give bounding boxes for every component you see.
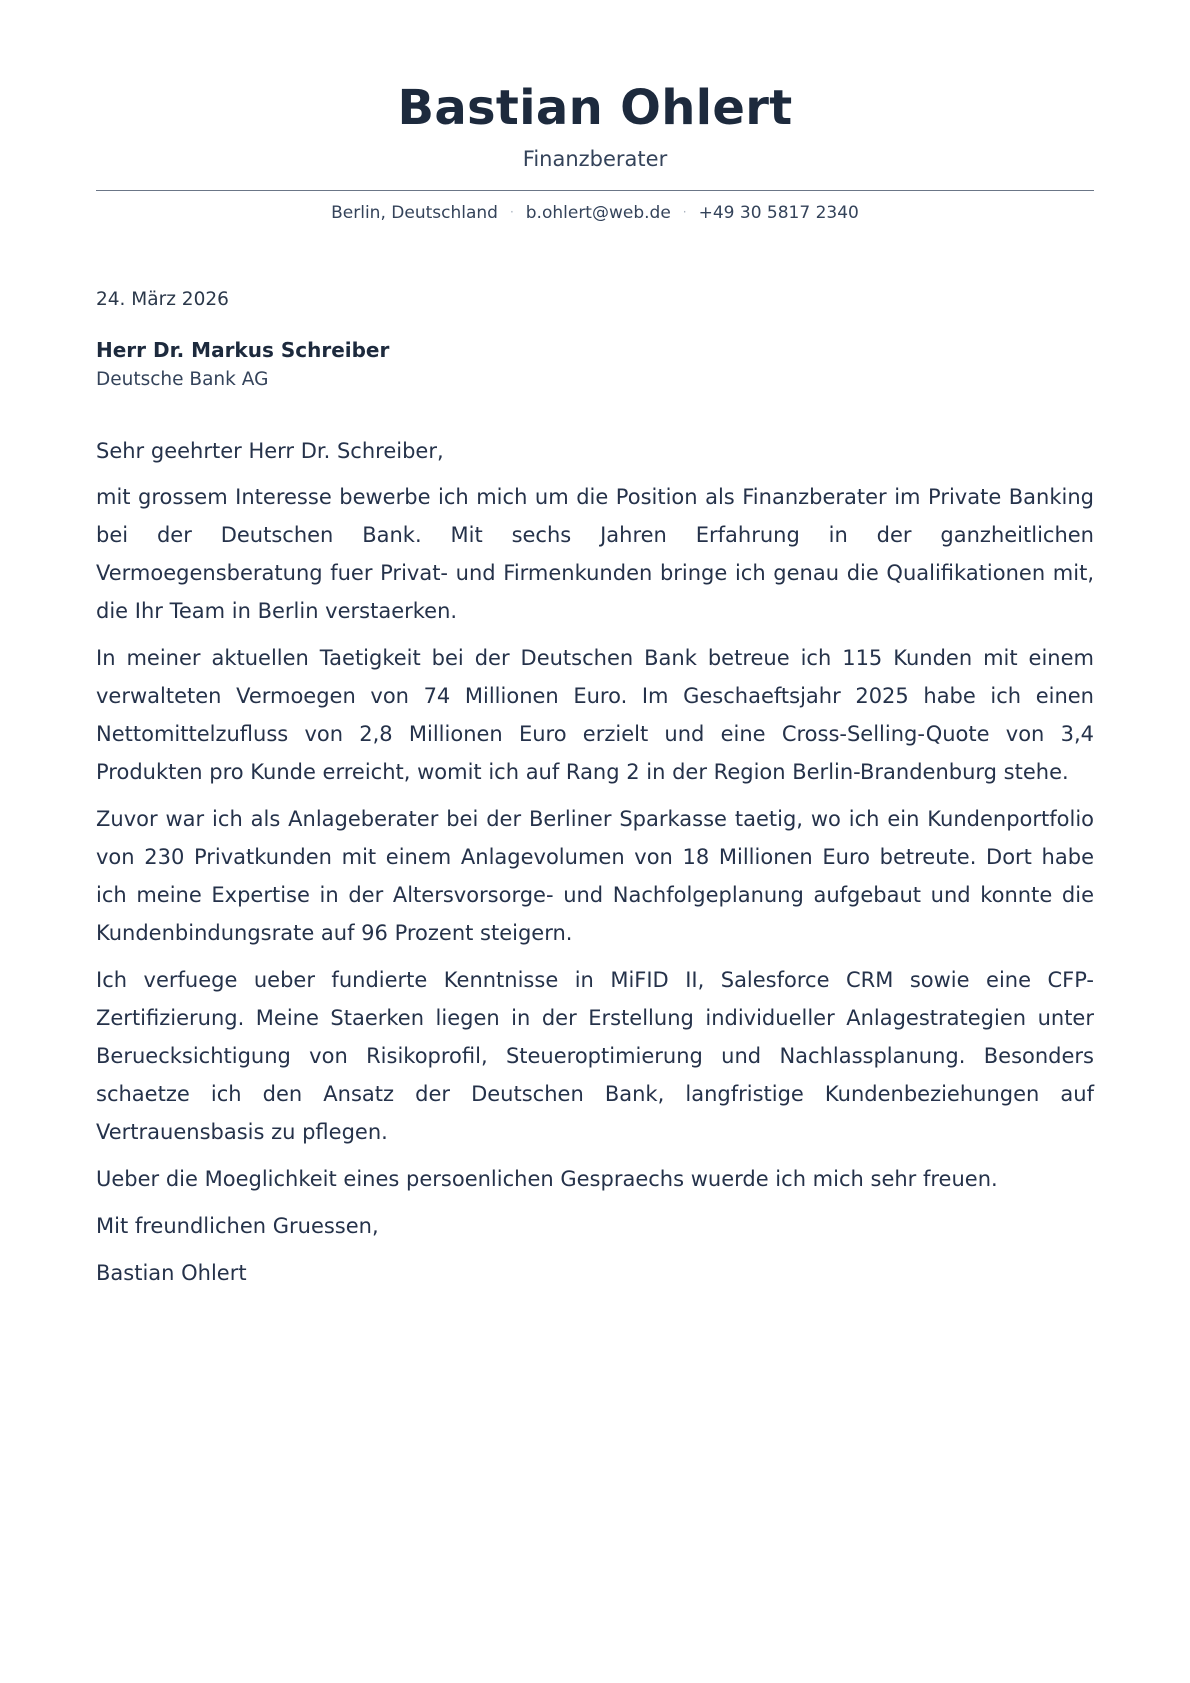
- sender-name: Bastian Ohlert: [397, 80, 793, 136]
- contact-phone[interactable]: +49 30 5817 2340: [698, 203, 859, 223]
- closing: Mit freundlichen Gruessen,: [96, 1214, 379, 1238]
- sender-title: Finanzberater: [522, 147, 668, 171]
- recipient-company: Deutsche Bank AG: [96, 369, 269, 390]
- recipient-block: [96, 335, 389, 395]
- body-paragraph: Zuvor war ich als Anlageberater bei der Berliner Sparkasse taetig, wo ich ein Kundenportfolio von 230 Privatkunden mit einem Anlagevolumen von 18 Millionen Euro betreute. Dort habe ich meine Expertise in der Altersvorsorge- und Nachfolgeplanung aufgebaut und konnte die Kundenbindungsrate auf 96 Prozent steigern.: [96, 807, 1094, 945]
- contact-line: [96, 200, 1094, 225]
- contact-location: Berlin, Deutschland: [331, 203, 498, 223]
- header-divider: [96, 190, 1094, 191]
- salutation: Sehr geehrter Herr Dr. Schreiber,: [96, 439, 444, 463]
- letter-body: [96, 432, 1094, 1301]
- contact-separator: ·: [509, 205, 514, 219]
- letter-header: [96, 78, 1094, 172]
- contact-separator: ·: [682, 205, 687, 219]
- body-paragraph: mit grossem Interesse bewerbe ich mich um die Position als Finanzberater im Private Banking bei der Deutschen Bank. Mit sechs Jahren Erfahrung in der ganzheitlichen Vermoegensberatung fuer Privat- und Firmenkunden bringe ich genau die Qualifikationen mit, die Ihr Team in Berlin verstaerken.: [96, 485, 1094, 623]
- signature: Bastian Ohlert: [96, 1261, 247, 1285]
- contact-email[interactable]: b.ohlert@web.de: [525, 203, 671, 223]
- body-paragraph: Ich verfuege ueber fundierte Kenntnisse in MiFID II, Salesforce CRM sowie eine CFP-Zertifizierung. Meine Staerken liegen in der Erstellung individueller Anlagestrategien unter Beruecksichtigung von Risikoprofil, Steueroptimierung und Nachlassplanung. Besonders schaetze ich den Ansatz der Deutschen Bank, langfristige Kundenbeziehungen auf Vertrauensbasis zu pflegen.: [96, 968, 1094, 1144]
- recipient-name: Herr Dr. Markus Schreiber: [96, 338, 390, 362]
- body-paragraph: Ueber die Moeglichkeit eines persoenlichen Gespraechs wuerde ich mich sehr freuen.: [96, 1167, 998, 1191]
- letter-date: 24. März 2026: [96, 289, 229, 310]
- body-paragraph: In meiner aktuellen Taetigkeit bei der Deutschen Bank betreue ich 115 Kunden mit einem verwalteten Vermoegen von 74 Millionen Euro. Im Geschaeftsjahr 2025 habe ich einen Nettomittelzufluss von 2,8 Millionen Euro erzielt und eine Cross-Selling-Quote von 3,4 Produkten pro Kunde erreicht, womit ich auf Rang 2 in der Region Berlin-Brandenburg stehe.: [96, 646, 1094, 784]
